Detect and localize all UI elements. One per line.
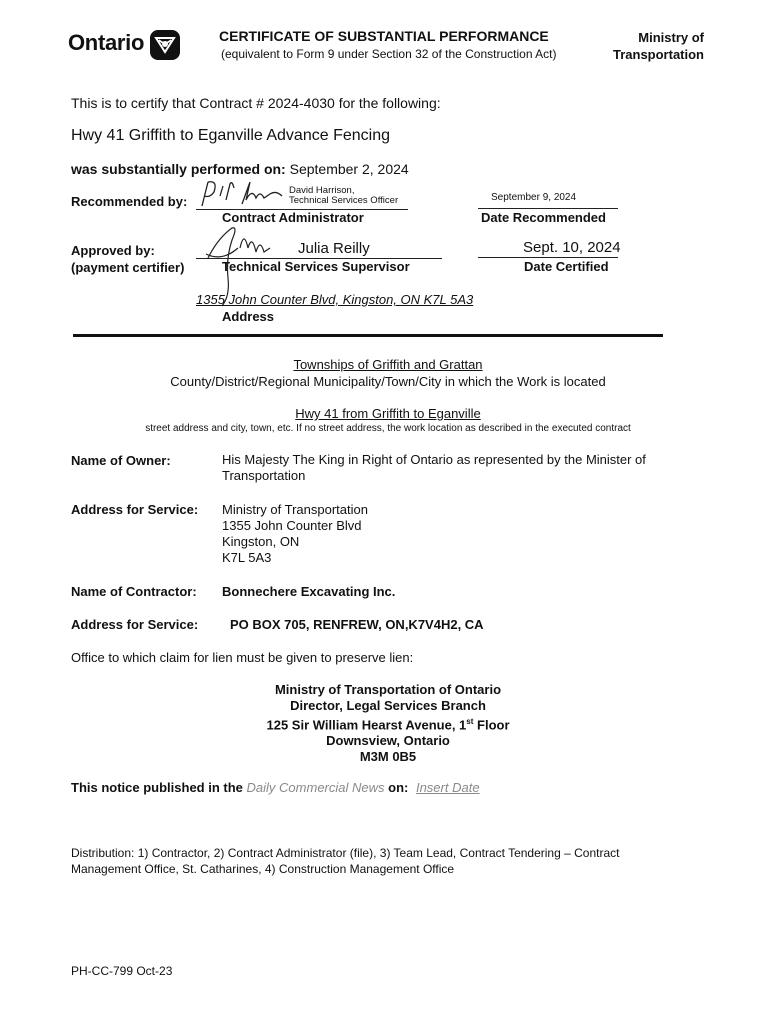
date-recommended-label: Date Recommended [481, 210, 606, 225]
approver-role: Technical Services Supervisor [222, 259, 410, 274]
street-caption: street address and city, town, etc. If no street address, the work location as described in the executed contract [145, 423, 631, 434]
insert-date-field[interactable]: Insert Date [415, 780, 480, 795]
owner-name [222, 452, 692, 484]
owner-name-line2: Transportation [222, 468, 306, 483]
municipality: Townships of Griffith and Grattan [293, 357, 483, 372]
recommender-role: Contract Administrator [222, 210, 364, 225]
lien-intro: Office to which claim for lien must be given to preserve lien: [71, 650, 414, 665]
performed-label: was substantially performed on: [71, 161, 286, 177]
logo-wordmark: Ontario [68, 30, 145, 55]
approver-name: Julia Reilly [298, 240, 370, 257]
lien-line5: M3M 0B5 [359, 749, 417, 765]
recommender-signature-icon [196, 178, 286, 210]
date-certified-label: Date Certified [524, 259, 609, 274]
section-divider [73, 334, 663, 337]
project-name: Hwy 41 Griffith to Eganville Advance Fencing [71, 127, 390, 144]
owner-address-line: Ministry of Transportation [222, 502, 368, 517]
form-subtitle: (equivalent to Form 9 under Section 32 of the Construction Act) [221, 47, 557, 61]
notice-prefix: This notice published in the [71, 780, 243, 795]
owner-address-label: Address for Service: [71, 502, 199, 517]
approver-address: 1355 John Counter Blvd, Kingston, ON K7L 5A3 [196, 292, 474, 307]
distribution-line1: Distribution: 1) Contractor, 2) Contract Administrator (file), 3) Team Lead, Contract Tendering – Contract [71, 846, 620, 860]
lien-office [60, 682, 716, 765]
street-location: Hwy 41 from Griffith to Eganville [295, 406, 481, 421]
contractor-label: Name of Contractor: [71, 584, 197, 599]
form-code: PH-CC-799 Oct-23 [71, 964, 173, 978]
certified-date: Sept. 10, 2024 [523, 239, 621, 256]
recommended-label: Recommended by: [71, 194, 188, 209]
notice-line [71, 780, 480, 795]
lien-line3-text: 125 Sir William Hearst Avenue, 1 [266, 717, 467, 733]
ontario-logo [68, 30, 144, 56]
owner-address-line: K7L 5A3 [222, 550, 272, 565]
ministry-line1: Ministry of [638, 30, 704, 45]
performed-line [71, 161, 409, 177]
owner-address [222, 502, 368, 566]
lien-line3-floor: Floor [473, 717, 510, 733]
ontario-trillium-icon [150, 30, 180, 60]
distribution [71, 845, 691, 877]
owner-address-line: Kingston, ON [222, 534, 300, 549]
owner-label: Name of Owner: [71, 453, 171, 468]
performed-date: September 2, 2024 [289, 161, 409, 177]
lien-line2: Director, Legal Services Branch [290, 698, 486, 713]
lien-line3-sup: st [466, 717, 474, 726]
address-label: Address [222, 309, 275, 324]
recommended-date: September 9, 2024 [491, 192, 577, 203]
ministry-name [613, 29, 704, 63]
recommender-title: Technical Services Officer [289, 195, 399, 206]
certify-intro: This is to certify that Contract # 2024-4030 for the following: [71, 95, 441, 111]
lien-line1: Ministry of Transportation of Ontario [274, 682, 502, 697]
notice-paper: Daily Commercial News [246, 780, 385, 795]
contractor-name: Bonnechere Excavating Inc. [222, 584, 396, 599]
owner-address-line: 1355 John Counter Blvd [222, 518, 362, 533]
contractor-address-label: Address for Service: [71, 617, 199, 632]
municipality-caption: County/District/Regional Municipality/Town/City in which the Work is located [170, 374, 606, 389]
notice-on: on: [388, 780, 409, 795]
distribution-line2: Management Office, St. Catharines, 4) Construction Management Office [71, 862, 455, 876]
owner-name-line1: His Majesty The King in Right of Ontario as represented by the Minister of [222, 452, 646, 467]
contractor-address: PO BOX 705, RENFREW, ON,K7V4H2, CA [230, 617, 484, 632]
lien-line3 [60, 714, 716, 733]
form-title: CERTIFICATE OF SUBSTANTIAL PERFORMANCE [219, 28, 549, 44]
recommender-name: David Harrison, [289, 185, 355, 196]
lien-line4: Downsview, Ontario [326, 733, 450, 749]
payment-certifier-label: (payment certifier) [71, 260, 185, 275]
approved-label: Approved by: [71, 243, 155, 258]
ministry-line2: Transportation [612, 47, 704, 62]
